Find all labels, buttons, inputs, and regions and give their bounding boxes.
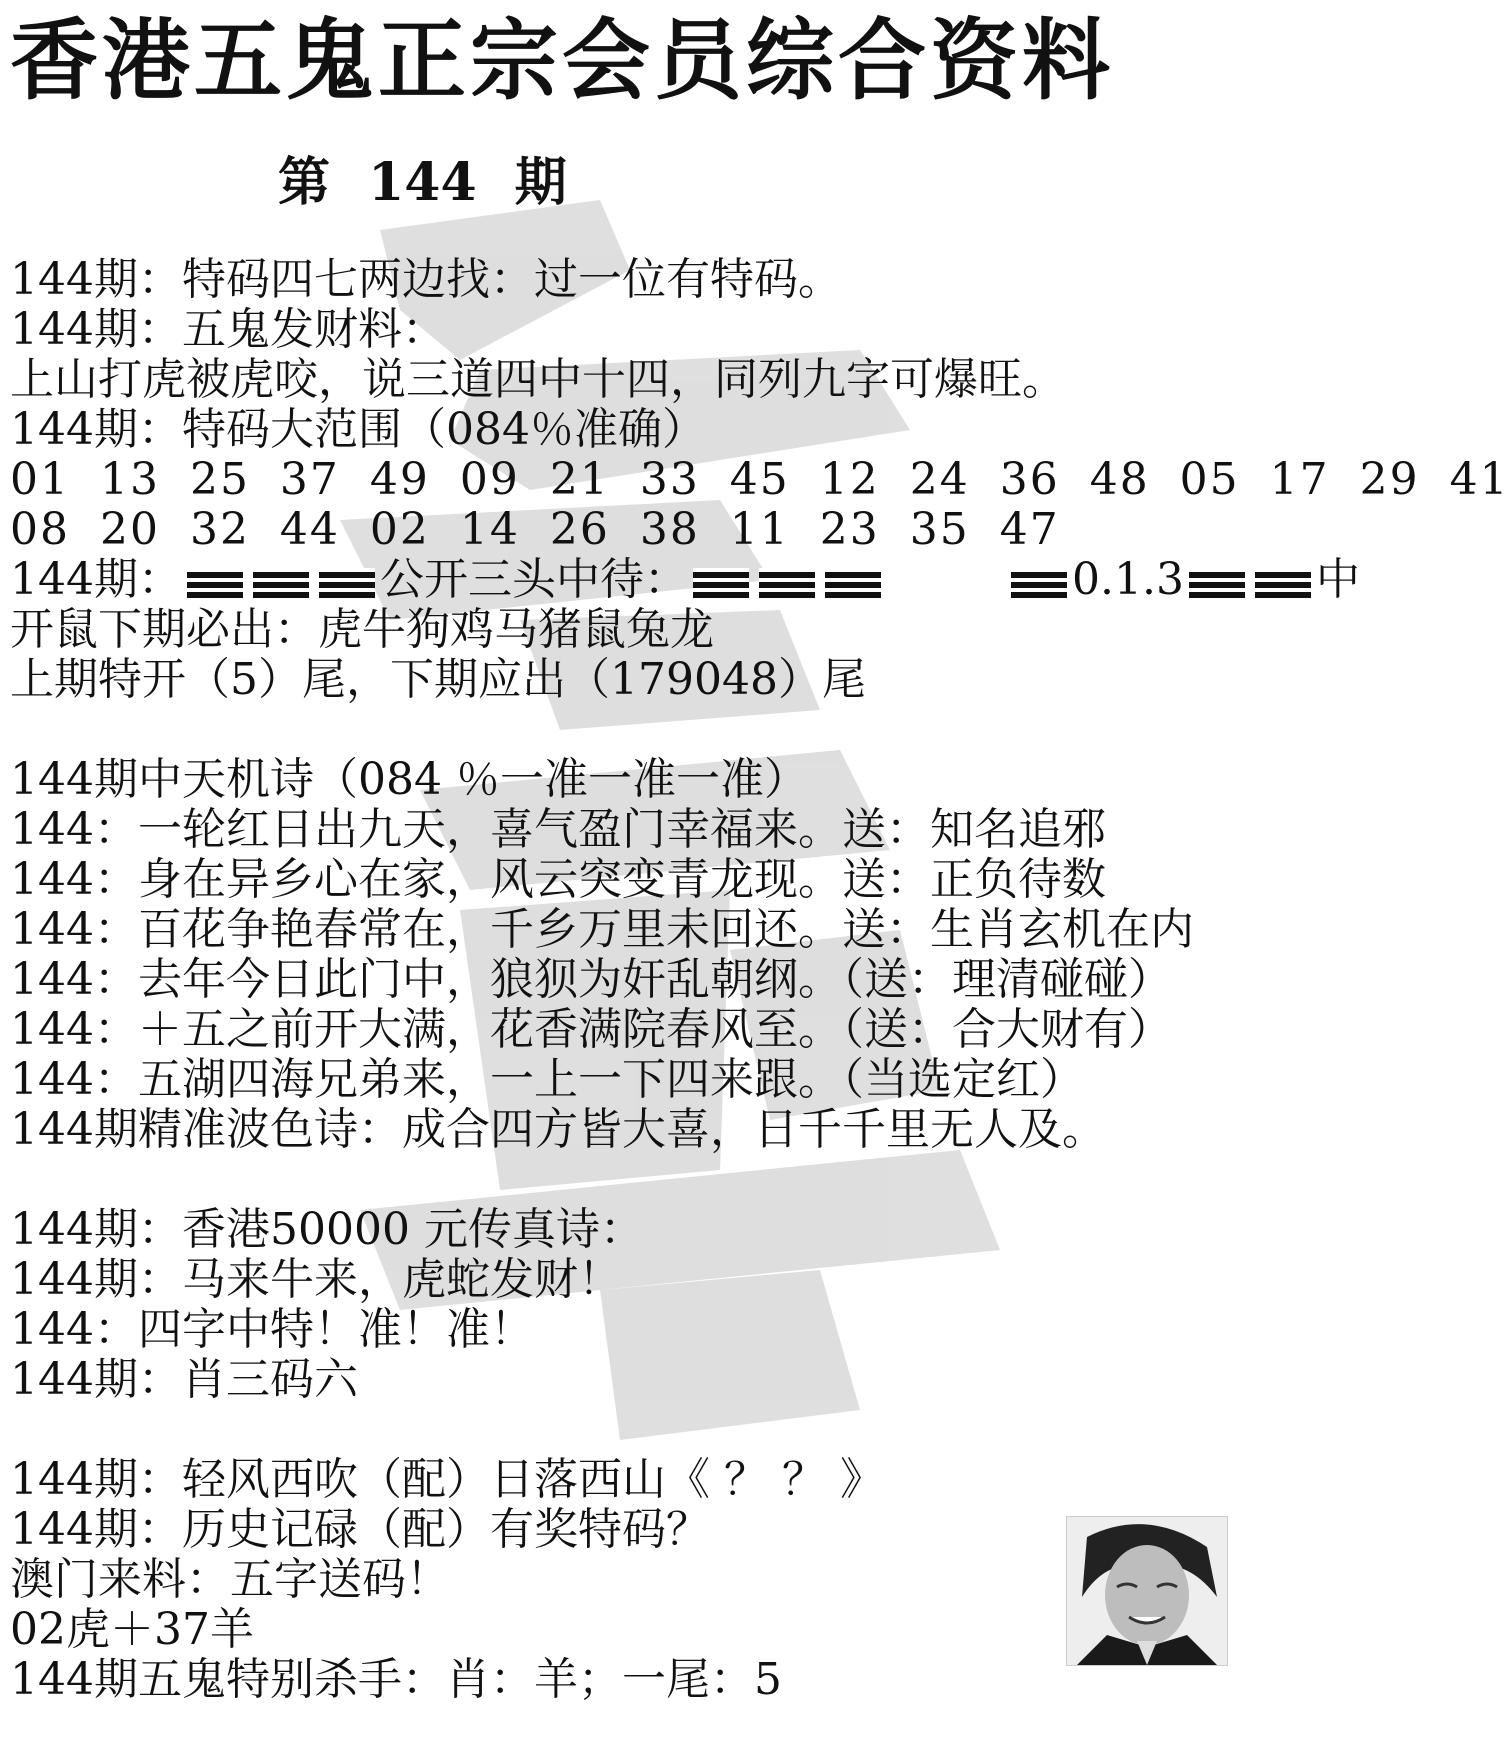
redaction-block [693, 568, 749, 598]
redaction-block [825, 568, 881, 598]
redaction-block [319, 568, 375, 598]
text-line: 144期：香港50000 元传真诗： [10, 1204, 644, 1255]
text-line: 144：＋五之前开大满，花香满院春风至。（送：合大财有） [10, 1004, 1172, 1055]
text-line: 144期中天机诗（084 ％一准一准一准） [10, 754, 808, 805]
text-line: 144期：肖三码六 [10, 1354, 358, 1405]
redaction-block [759, 568, 815, 598]
person-photo-icon [1067, 1517, 1227, 1665]
line-text: 公开三头中待： [379, 554, 688, 605]
text-line: 144：五湖四海兄弟来，一上一下四来跟。（当选定红） [10, 1054, 1084, 1105]
text-line: 144：百花争艳春常在，千乡万里未回还。送：生肖玄机在内 [10, 904, 1194, 955]
issue-suffix: 期 [514, 152, 567, 213]
redaction-block [187, 568, 243, 598]
text-line: 开鼠下期必出：虎牛狗鸡马猪鼠兔龙 [10, 604, 714, 655]
spacer [10, 1155, 1210, 1205]
redaction-block [1189, 568, 1245, 598]
redaction-block [1255, 568, 1311, 598]
page-title: 香港五鬼正宗会员综合资料 [10, 9, 1115, 112]
spacer [10, 705, 1210, 755]
text-line: 144期：马来牛来，虎蛇发财！ [10, 1254, 622, 1305]
line-digits: 0.1.3 [1071, 554, 1184, 605]
text-line: 144期：历史记碌（配）有奖特码？ [10, 1504, 710, 1555]
text-line: 144期：特码大范围（084％准确） [10, 404, 706, 455]
text-line: 144：一轮红日出九天，喜气盈门幸福来。送：知名追邪 [10, 804, 1106, 855]
text-line: 144期：特码四七两边找：过一位有特码。 [10, 254, 842, 305]
text-line: 144：去年今日此门中，狼狈为奸乱朝纲。（送：理清碰碰） [10, 954, 1172, 1005]
number-row: 08 20 32 44 02 14 26 38 11 23 35 47 [10, 504, 1060, 555]
issue-number: 144 [368, 152, 477, 213]
issue-prefix: 第 [278, 152, 331, 213]
text-line: 144：身在异乡心在家，风云突变青龙现。送：正负待数 [10, 854, 1106, 905]
number-row: 01 13 25 37 49 09 21 33 45 12 24 36 48 05 17 29 41 [10, 454, 1510, 505]
redacted-line [10, 554, 1360, 605]
redaction-block [1011, 568, 1067, 598]
text-line: 144期精准波色诗：成合四方皆大喜，日千千里无人及。 [10, 1104, 1106, 1155]
text-line: 144：四字中特！准！准！ [10, 1304, 534, 1355]
text-line: 澳门来料：五字送码！ [10, 1554, 450, 1605]
text-line: 02虎＋37羊 [10, 1604, 254, 1655]
line-suffix: 中 [1315, 554, 1360, 605]
spacer [10, 1405, 1210, 1455]
redaction-block [253, 568, 309, 598]
text-line: 上山打虎被虎咬，说三道四中十四，同列九字可爆旺。 [10, 354, 1066, 405]
text-line: 144期五鬼特别杀手：肖：羊；一尾：5 [10, 1654, 782, 1705]
text-line: 上期特开（5）尾，下期应出（179048）尾 [10, 654, 866, 705]
person-photo [1066, 1516, 1228, 1666]
line-prefix: 144期： [10, 554, 182, 605]
content [10, 254, 1510, 1705]
text-line: 144期：五鬼发财料： [10, 304, 446, 355]
text-line: 144期：轻风西吹（配）日落西山《 ？ ？ 》 [10, 1454, 884, 1505]
